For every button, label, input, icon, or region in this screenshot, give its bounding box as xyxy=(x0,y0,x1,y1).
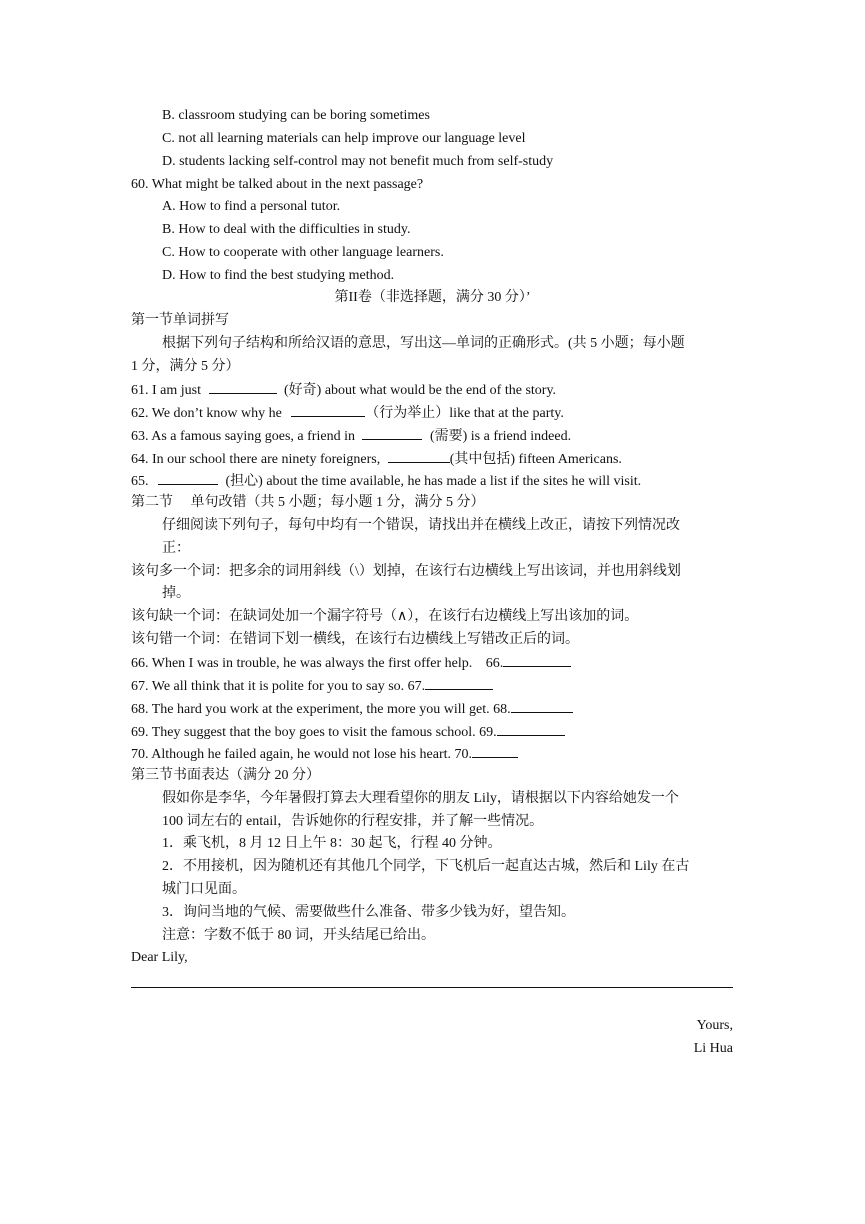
question-70 xyxy=(131,744,518,764)
letter-signature: Li Hua xyxy=(693,1041,733,1056)
question-67 xyxy=(131,676,493,696)
q65-text-after: (担心) about the time available, he has made a list if the sites he will visit. xyxy=(225,474,642,489)
writing-point-3: 3．询问当地的气候、需要做些什么准备、带多少钱为好，望告知。 xyxy=(162,905,575,920)
q67-answer-blank[interactable] xyxy=(425,676,493,690)
rule-missing-word: 该句缺一个词：在缺词处加一个漏字符号（∧），在该行右边横线上写出该加的词。 xyxy=(131,609,639,624)
q64-answer-blank[interactable] xyxy=(388,449,450,463)
q67-text: 67. We all think that it is polite for you to say so. 67. xyxy=(131,679,426,694)
question-65 xyxy=(131,471,641,491)
q70-text: 70. Although he failed again, he would not lose his heart. 70. xyxy=(131,747,472,762)
question-68 xyxy=(131,699,573,719)
q68-answer-blank[interactable] xyxy=(511,699,573,713)
question-64 xyxy=(131,449,622,469)
section1-instructions-line1: 根据下列句子结构和所给汉语的意思，写出这—单词的正确形式。(共 5 小题；每小题 xyxy=(162,336,685,351)
letter-greeting: Dear Lily, xyxy=(131,950,188,965)
q61-text-after: (好奇) about what would be the end of the story. xyxy=(284,383,557,398)
q64-text-after: (其中包括) fifteen Americans. xyxy=(449,452,622,467)
q62-answer-blank[interactable] xyxy=(291,403,365,417)
rule-wrong-word: 该句错一个词：在错词下划一横线，在该行右边横线上写错改正后的词。 xyxy=(131,632,579,647)
question-61 xyxy=(131,380,556,400)
writing-prompt-line1: 假如你是李华，今年暑假打算去大理看望你的朋友 Lily，请根据以下内容给她发一个 xyxy=(162,791,679,806)
q65-answer-blank[interactable] xyxy=(158,471,218,485)
question-69 xyxy=(131,722,565,742)
q60-stem: 60. What might be talked about in the next passage? xyxy=(131,177,424,192)
q68-text: 68. The hard you work at the experiment, the more you will get. 68. xyxy=(131,702,511,717)
q69-answer-blank[interactable] xyxy=(497,722,565,736)
q64-text-before: 64. In our school there are ninety foreigners, xyxy=(131,452,381,467)
writing-point-2-line1: 2．不用接机，因为随机还有其他几个同学，下飞机后一起直达古城，然后和 Lily 在古 xyxy=(162,859,690,874)
q69-text: 69. They suggest that the boy goes to visit the famous school. 69. xyxy=(131,725,497,740)
writing-note: 注意：字数不低于 80 词，开头结尾已给出。 xyxy=(162,928,435,943)
q62-text-before: 62. We don’t know why he xyxy=(131,406,282,421)
q59-option-b: B. classroom studying can be boring sometimes xyxy=(162,108,430,123)
section1-title: 第一节单词拼写 xyxy=(131,313,229,328)
q63-text-after: (需要) is a friend indeed. xyxy=(429,429,572,444)
q66-text: 66. When I was in trouble, he was always the first offer help. xyxy=(131,656,473,671)
q70-answer-blank[interactable] xyxy=(472,744,518,758)
q61-text-before: 61. I am just xyxy=(131,383,201,398)
section2-instructions-line1: 仔细阅读下列句子，每句中均有一个错误，请找出并在横线上改正，请按下列情况改 xyxy=(162,518,680,533)
q66-number: 66. xyxy=(485,656,504,671)
section2-instructions-line2: 正： xyxy=(162,541,190,556)
q65-text-before: 65. xyxy=(131,474,149,489)
letter-closing: Yours, xyxy=(696,1018,733,1033)
section2-title: 第二节 单句改错（共 5 小题；每小题 1 分，满分 5 分） xyxy=(131,495,485,510)
writing-answer-line[interactable] xyxy=(131,987,733,988)
q59-option-d: D. students lacking self-control may not benefit much from self-study xyxy=(162,154,554,169)
question-66 xyxy=(131,653,571,673)
writing-point-1: 1．乘飞机，8 月 12 日上午 8：30 起飞，行程 40 分钟。 xyxy=(162,836,502,851)
q63-text-before: 63. As a famous saying goes, a friend in xyxy=(131,429,355,444)
q66-answer-blank[interactable] xyxy=(503,653,571,667)
section3-title: 第三节书面表达（满分 20 分） xyxy=(131,768,320,783)
writing-point-2-line2: 城门口见面。 xyxy=(162,882,246,897)
section1-instructions-line2: 1 分，满分 5 分） xyxy=(131,359,240,374)
q62-text-after: （行为举止）like that at the party. xyxy=(365,406,564,421)
question-62 xyxy=(131,403,564,423)
q61-answer-blank[interactable] xyxy=(209,380,277,394)
part2-title: 第II卷（非选择题，满分 30 分）’ xyxy=(334,290,531,305)
question-63 xyxy=(131,426,571,446)
q60-option-b: B. How to deal with the difficulties in study. xyxy=(162,222,411,237)
q60-option-d: D. How to find the best studying method. xyxy=(162,268,395,283)
q59-option-c: C. not all learning materials can help improve our language level xyxy=(162,131,526,146)
q60-option-c: C. How to cooperate with other language learners. xyxy=(162,245,444,260)
q63-answer-blank[interactable] xyxy=(362,426,422,440)
q60-option-a: A. How to find a personal tutor. xyxy=(162,199,341,214)
rule-extra-word-line1: 该句多一个词：把多余的词用斜线（\）划掉，在该行右边横线上写出该词，并也用斜线划 xyxy=(131,564,681,579)
rule-extra-word-line2: 掉。 xyxy=(162,586,190,601)
writing-prompt-line2: 100 词左右的 entail，告诉她你的行程安排，并了解一些情况。 xyxy=(162,814,544,829)
